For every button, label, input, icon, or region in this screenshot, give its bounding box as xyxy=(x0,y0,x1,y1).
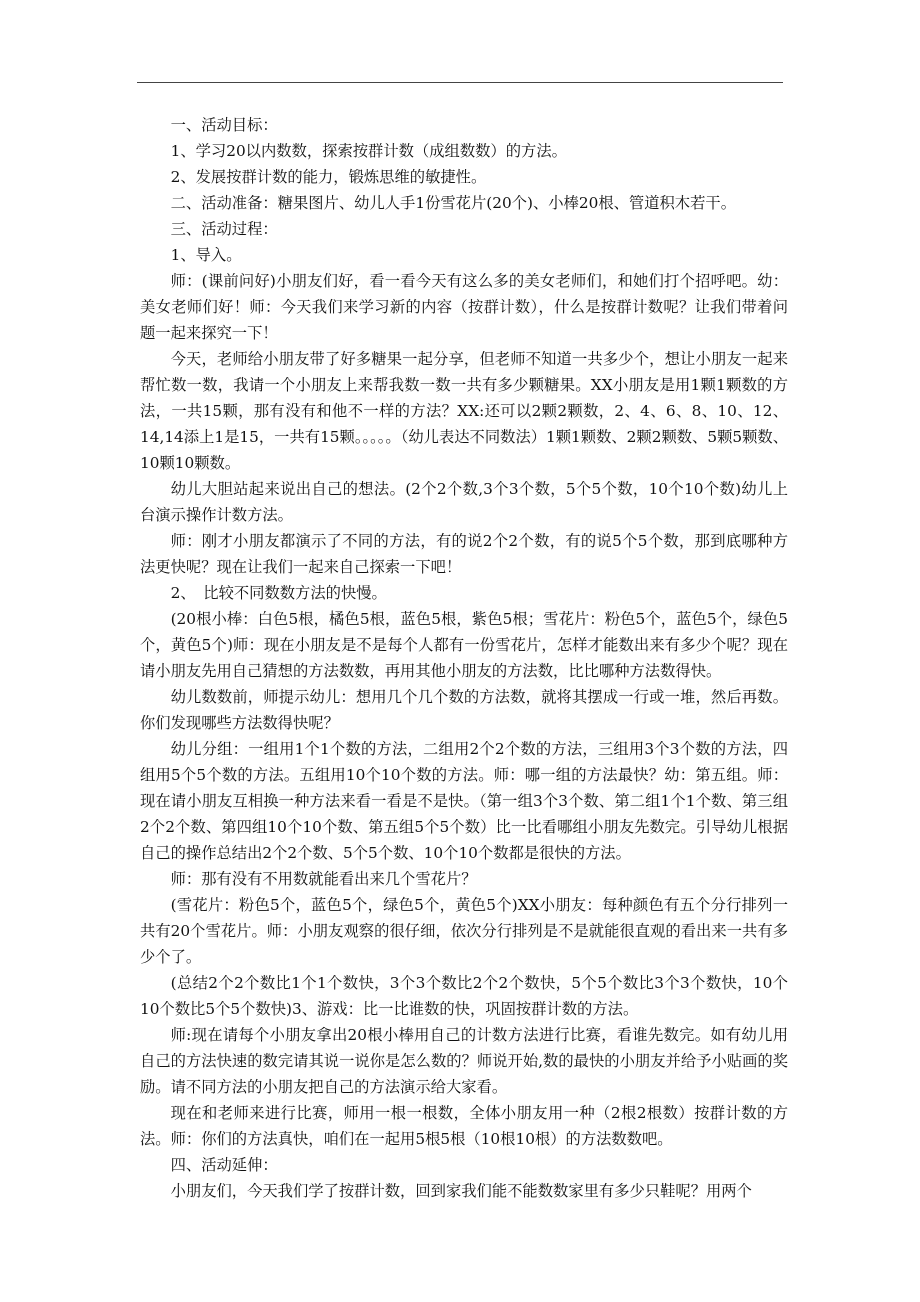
heading-activity-process: 三、活动过程： xyxy=(170,220,278,238)
heading-activity-goals: 一、活动目标： xyxy=(170,116,278,134)
heading-activity-extension: 四、活动延伸： xyxy=(170,1156,278,1174)
paragraph: (总结2个2个数比1个1个数快，3个3个数比2个2个数快，5个5个数比3个3个数快，10个10个数比5个5个数快)3、游戏：比一比谁数的快，巩固按群计数的方法。 xyxy=(140,974,788,1018)
paragraph: 师:现在请每个小朋友拿出20根小棒用自己的计数方法进行比赛，看谁先数完。如有幼儿用自己的方法快速的数完请其说一说你是怎么数的？师说开始,数的最快的小朋友并给予小贴画的奖励。请不同方法的小朋友把自己的方法演示给大家看。 xyxy=(140,1026,788,1096)
goal-item-2: 2、发展按群计数的能力，锻炼思维的敏捷性。 xyxy=(170,168,487,186)
step-compare-methods: 2、 比较不同数数方法的快慢。 xyxy=(170,584,387,602)
document-body xyxy=(140,112,788,1204)
step-introduction: 1、导入。 xyxy=(170,246,242,264)
paragraph: (20根小棒：白色5根，橘色5根，蓝色5根，紫色5根；雪花片：粉色5个，蓝色5个，绿色5个，黄色5个)师：现在小朋友是不是每个人都有一份雪花片，怎样才能数出来有多少个呢？现在请小朋友先用自己猜想的方法数数，再用其他小朋友的方法数，比比哪种方法数得快。 xyxy=(140,610,788,680)
paragraph: 小朋友们，今天我们学了按群计数，回到家我们能不能数数家里有多少只鞋呢？用两个 xyxy=(170,1182,752,1200)
paragraph: 师：(课前问好)小朋友们好，看一看今天有这么多的美女老师们，和她们打个招呼吧。幼：美女老师们好！师：今天我们来学习新的内容（按群计数），什么是按群计数呢？让我们带着问题一起来探究一下！ xyxy=(140,272,788,342)
paragraph: 现在和老师来进行比赛，师用一根一根数，全体小朋友用一种（2根2根数）按群计数的方法。师：你们的方法真快，咱们在一起用5根5根（10根10根）的方法数数吧。 xyxy=(140,1104,788,1148)
heading-activity-preparation: 二、活动准备：糖果图片、幼儿人手1份雪花片(20个)、小棒20根、管道积木若干。 xyxy=(170,194,736,212)
goal-item-1: 1、学习20以内数数，探索按群计数（成组数数）的方法。 xyxy=(170,142,567,160)
paragraph: (雪花片：粉色5个，蓝色5个，绿色5个，黄色5个)XX小朋友：每种颜色有五个分行排列一共有20个雪花片。师：小朋友观察的很仔细，依次分行排列是不是就能很直观的看出来一共有多少个了。 xyxy=(140,896,788,966)
paragraph: 师：刚才小朋友都演示了不同的方法，有的说2个2个数，有的说5个5个数，那到底哪种方法更快呢？现在让我们一起来自己探索一下吧！ xyxy=(140,532,788,576)
paragraph: 今天，老师给小朋友带了好多糖果一起分享，但老师不知道一共多少个，想让小朋友一起来帮忙数一数，我请一个小朋友上来帮我数一数一共有多少颗糖果。XX小朋友是用1颗1颗数的方法，一共15颗，那有没有和他不一样的方法？XX:还可以2颗2颗数，2、4、6、8、10、12、14,14添上1是15，一共有15颗。。。。。（幼儿表达不同数法）1颗1颗数、2颗2颗数、5颗5颗数、10颗10颗数。 xyxy=(140,350,788,472)
paragraph: 幼儿数数前，师提示幼儿：想用几个几个数的方法数，就将其摆成一行或一堆，然后再数。你们发现哪些方法数得快呢？ xyxy=(140,688,788,732)
header-rule xyxy=(137,82,783,83)
paragraph: 师：那有没有不用数就能看出来几个雪花片？ xyxy=(170,870,477,888)
paragraph: 幼儿大胆站起来说出自己的想法。(2个2个数,3个3个数，5个5个数，10个10个数)幼儿上台演示操作计数方法。 xyxy=(140,480,788,524)
paragraph: 幼儿分组：一组用1个1个数的方法，二组用2个2个数的方法，三组用3个3个数的方法，四组用5个5个数的方法。五组用10个10个数的方法。师：哪一组的方法最快？幼：第五组。师：现在请小朋友互相换一种方法来看一看是不是快。（第一组3个3个数、第二组1个1个数、第三组2个2个数、第四组10个10个数、第五组5个5个数）比一比看哪组小朋友先数完。引导幼儿根据自己的操作总结出2个2个数、5个5个数、10个10个数都是很快的方法。 xyxy=(140,740,788,862)
